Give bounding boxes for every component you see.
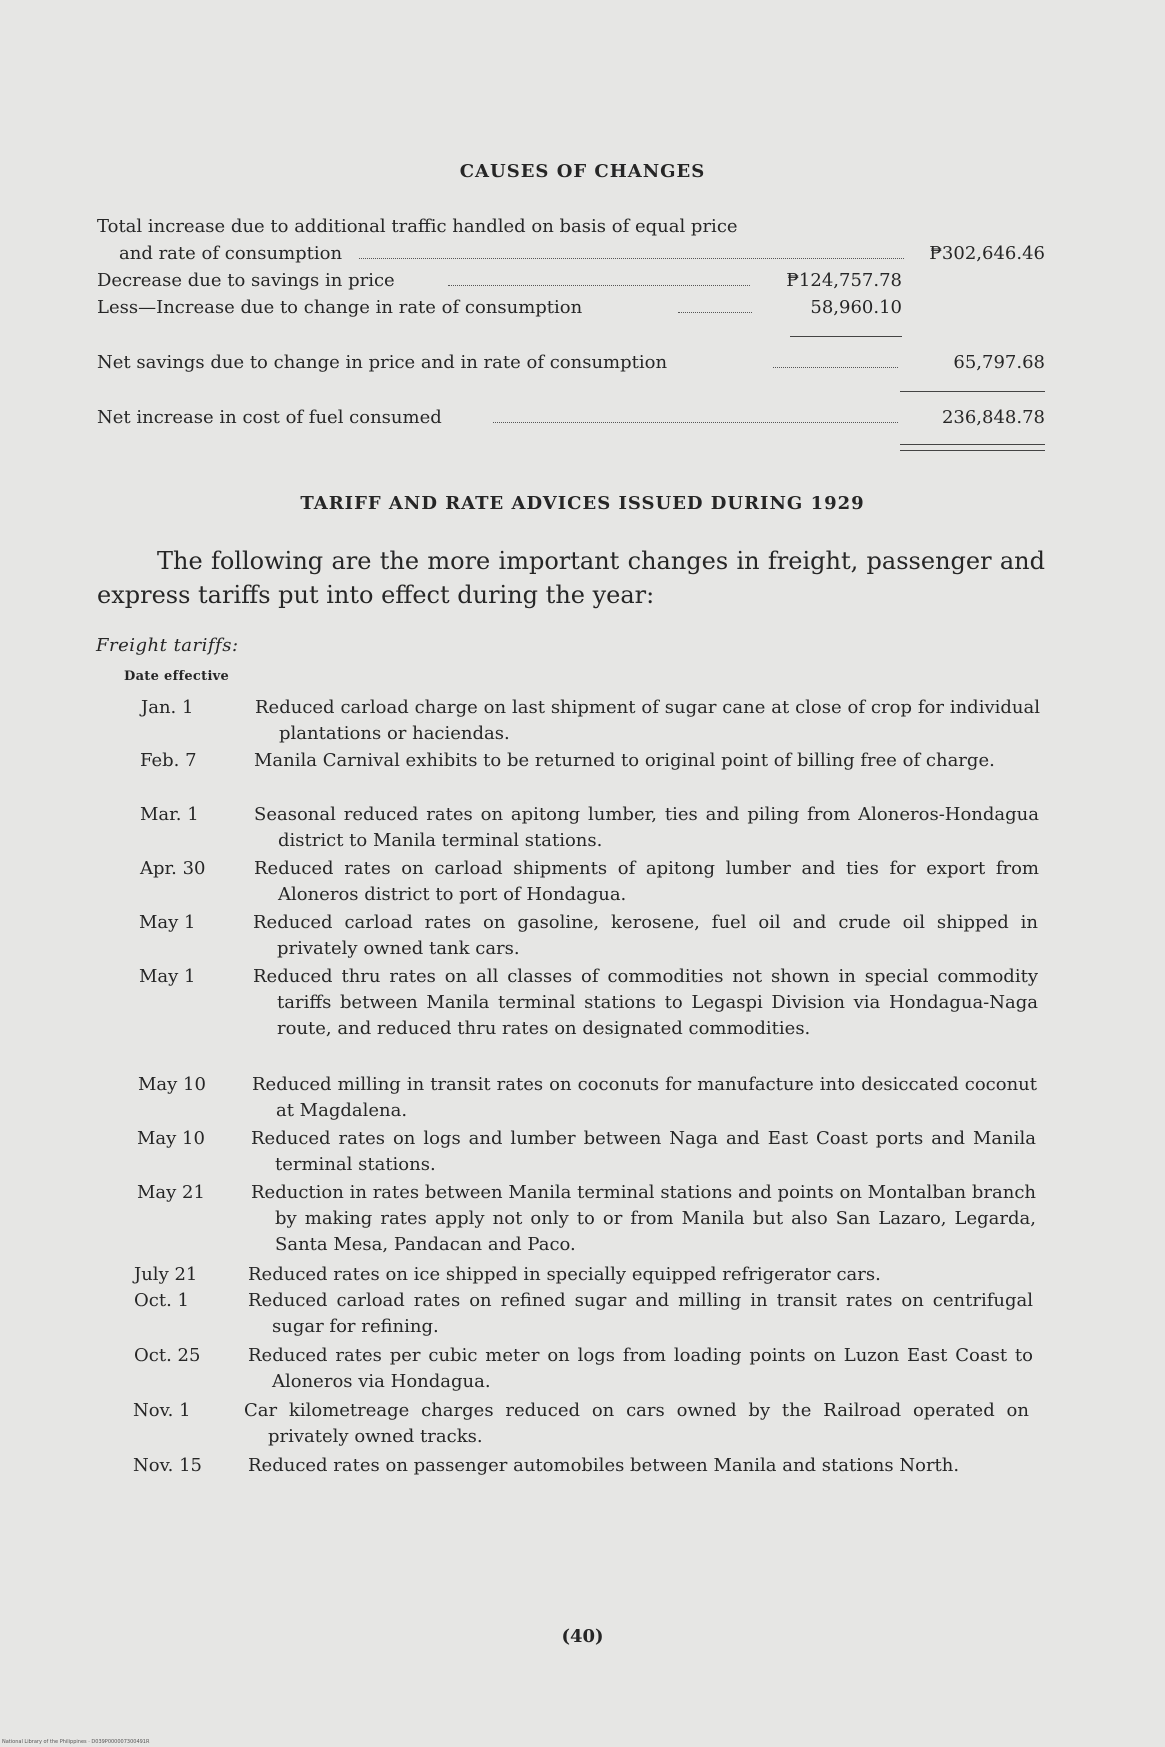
entry-text: Reduced rates on passenger automobiles between Manila and stations North. — [248, 1455, 960, 1476]
causes-heading: CAUSES OF CHANGES — [459, 161, 706, 182]
entry-date: Apr. 30 — [140, 858, 206, 879]
tariff-intro: The following are the more important changes in freight, passenger and express tariffs put into effect during the year: — [97, 547, 1045, 609]
entry-date: July 21 — [134, 1264, 198, 1285]
double-rule-bottom — [900, 450, 1045, 451]
causes-line-1-cont: and rate of consumption — [119, 243, 343, 264]
date-effective-header: Date effective — [124, 669, 230, 684]
net-savings-label: Net savings due to change in price and in rate of consumption — [97, 352, 668, 373]
entry-date: Nov. 1 — [133, 1400, 191, 1421]
leader-dots — [493, 422, 898, 423]
entry-text: Reduction in rates between Manila terminal stations and points on Montalban branch by making rates apply not only to or from Manila but also San Lazaro, Legarda, Santa Mesa, Pandacan and Paco. — [251, 1182, 1036, 1255]
entry-text: Reduced rates per cubic meter on logs from loading points on Luzon East Coast to Aloneros via Hondagua. — [248, 1345, 1033, 1392]
entry-text: Reduced milling in transit rates on coconuts for manufacture into desiccated coconut at Magdalena. — [252, 1074, 1037, 1121]
entry-text: Reduced rates on carload shipments of apitong lumber and ties for export from Aloneros district to port of Hondagua. — [254, 858, 1039, 905]
tariff-heading: TARIFF AND RATE ADVICES ISSUED DURING 1929 — [300, 493, 865, 514]
freight-tariffs-label: Freight tariffs: — [96, 635, 239, 656]
entry-date: May 10 — [138, 1074, 206, 1095]
entry-date: May 1 — [139, 966, 196, 987]
leader-dots — [678, 312, 752, 313]
entry-text: Reduced carload rates on gasoline, kerosene, fuel oil and crude oil shipped in privately owned tank cars. — [253, 912, 1038, 959]
entry-text: Reduced carload charge on last shipment of sugar cane at close of crop for individual plantations or haciendas. — [255, 697, 1040, 744]
entry-date: Feb. 7 — [140, 750, 197, 771]
entry-text: Manila Carnival exhibits to be returned to original point of billing free of charge. — [254, 750, 995, 771]
entry-date: Mar. 1 — [140, 804, 199, 825]
archive-footer-note: National Library of the Philippines · D039P000007300491R — [2, 1739, 150, 1745]
net-increase-label: Net increase in cost of fuel consumed — [97, 407, 442, 428]
subtotal-rule — [790, 336, 902, 337]
causes-line-1: Total increase due to additional traffic handled on basis of equal price — [97, 216, 738, 237]
entry-date: Nov. 15 — [133, 1455, 202, 1476]
leader-dots — [773, 367, 898, 368]
causes-value-3: 58,960.10 — [810, 297, 902, 318]
causes-line-3: Less—Increase due to change in rate of consumption — [97, 297, 583, 318]
causes-value-1: ₱302,646.46 — [929, 243, 1045, 264]
entry-date: May 1 — [139, 912, 196, 933]
entry-text: Car kilometreage charges reduced on cars owned by the Railroad operated on privately owned tracks. — [244, 1400, 1029, 1447]
page-number: (40) — [561, 1626, 604, 1647]
entry-date: Jan. 1 — [141, 697, 194, 718]
entry-text: Seasonal reduced rates on apitong lumber, ties and piling from Aloneros-Hondagua district to Manila terminal stations. — [254, 804, 1039, 851]
entry-date: Oct. 1 — [134, 1290, 189, 1311]
net-savings-value: 65,797.68 — [953, 352, 1045, 373]
net-increase-value: 236,848.78 — [941, 407, 1045, 428]
entry-text: Reduced thru rates on all classes of commodities not shown in special commodity tariffs between Manila terminal stations to Legaspi Division via Hondagua-Naga route, and reduced thru rates on designated commodities. — [253, 966, 1038, 1039]
entry-text: Reduced carload rates on refined sugar and milling in transit rates on centrifugal sugar for refining. — [248, 1290, 1033, 1337]
entry-text: Reduced rates on logs and lumber between Naga and East Coast ports and Manila terminal stations. — [251, 1128, 1036, 1175]
total-rule — [900, 391, 1045, 392]
causes-line-2: Decrease due to savings in price — [97, 270, 395, 291]
entry-date: Oct. 25 — [134, 1345, 201, 1366]
entry-date: May 10 — [137, 1128, 205, 1149]
entry-date: May 21 — [137, 1182, 205, 1203]
double-rule-top — [900, 444, 1045, 445]
leader-dots — [359, 258, 904, 259]
causes-value-2: ₱124,757.78 — [786, 270, 902, 291]
entry-text: Reduced rates on ice shipped in specially equipped refrigerator cars. — [248, 1264, 881, 1285]
leader-dots — [448, 285, 750, 286]
